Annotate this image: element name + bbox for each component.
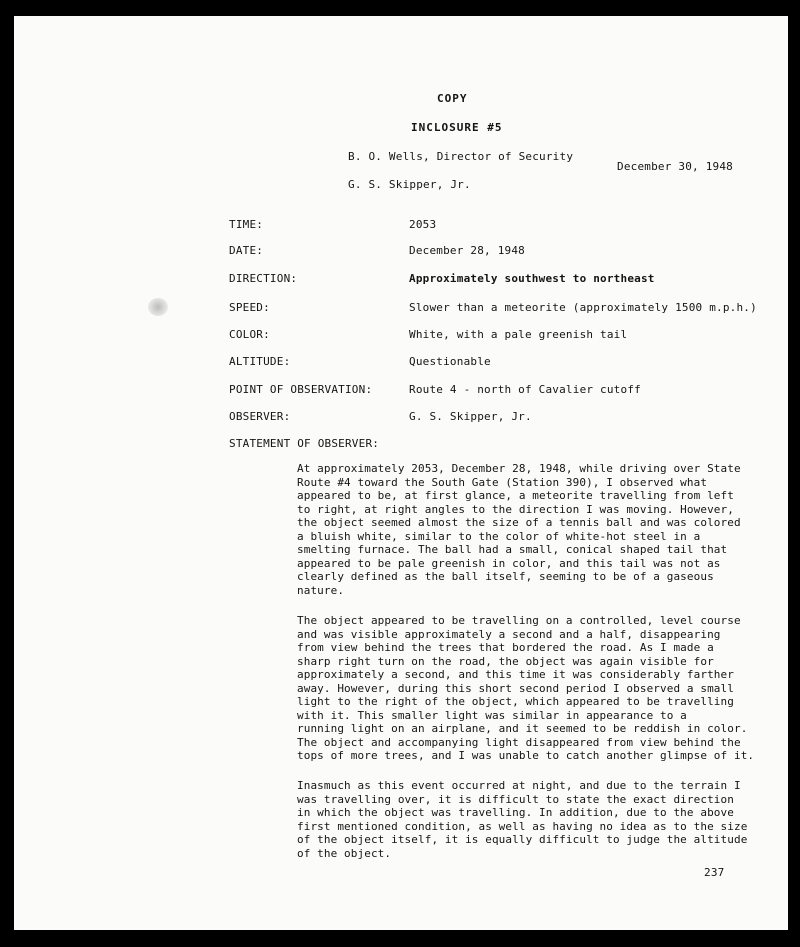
field-label-date: DATE: (229, 244, 264, 257)
paragraph-line: away. However, during this short second period I observed a small (297, 681, 734, 695)
field-value-date: December 28, 1948 (409, 244, 525, 257)
paragraph-line: of the object itself, it is equally difficult to judge the altitude (297, 833, 748, 846)
scan-border-top (0, 0, 800, 16)
field-label-color: COLOR: (229, 328, 270, 341)
paragraph-line: At approximately 2053, December 28, 1948, while driving over State (297, 462, 741, 475)
field-value-observer: G. S. Skipper, Jr. (409, 410, 532, 423)
memo-date: December 30, 1948 (617, 160, 733, 173)
field-label-time: TIME: (229, 218, 264, 231)
paragraph-line: Inasmuch as this event occurred at night, and due to the terrain I (297, 779, 741, 792)
paragraph-line: was travelling over, it is difficult to state the exact direction (297, 792, 734, 806)
statement-paragraph-1 (297, 462, 741, 597)
field-label-point-of-observation: POINT OF OBSERVATION: (229, 383, 373, 396)
field-label-altitude: ALTITUDE: (229, 355, 291, 368)
field-value-color: White, with a pale greenish tail (409, 328, 628, 341)
page-number: 237 (704, 866, 725, 879)
paragraph-line: The object and accompanying light disappeared from view behind the (297, 735, 741, 749)
field-value-point-of-observation: Route 4 - north of Cavalier cutoff (409, 383, 641, 396)
field-value-speed: Slower than a meteorite (approximately 1500 m.p.h.) (409, 301, 757, 314)
scan-border-right (788, 0, 800, 947)
scan-smudge (148, 298, 168, 316)
paragraph-line: a bluish white, similar to the color of white-hot steel in a (297, 529, 701, 543)
paragraph-line: from view behind the trees that bordered the road. As I made a (297, 641, 714, 654)
paragraph-line: sharp right turn on the road, the object was again visible for (297, 654, 714, 668)
paragraph-line: first mentioned condition, as well as having no idea as to the size (297, 819, 748, 833)
paragraph-line: appeared to be pale greenish in color, and this tail was not as (297, 556, 721, 570)
inclosure-label: INCLOSURE #5 (411, 121, 503, 134)
paragraph-line: running light on an airplane, and it seemed to be reddish in color. (297, 722, 748, 735)
paragraph-line: The object appeared to be travelling on a controlled, level course (297, 614, 741, 627)
field-label-observer: OBSERVER: (229, 410, 291, 423)
field-label-speed: SPEED: (229, 301, 270, 314)
statement-label: STATEMENT OF OBSERVER: (229, 437, 380, 450)
paragraph-line: of the object. (297, 846, 392, 860)
paragraph-line: and was visible approximately a second and a half, disappearing (297, 627, 721, 641)
field-value-altitude: Questionable (409, 355, 491, 368)
copy-label: COPY (437, 92, 468, 105)
paragraph-line: to right, at right angles to the direction I was moving. However, (297, 502, 734, 516)
paragraph-line: the object seemed almost the size of a tennis ball and was colored (297, 516, 741, 529)
scan-border-left (0, 0, 14, 947)
paragraph-line: with it. This smaller light was similar in appearance to a (297, 708, 687, 722)
paragraph-line: clearly defined as the ball itself, seeming to be of a gaseous (297, 570, 714, 583)
paragraph-line: approximately a second, and this time it was considerably farther (297, 668, 734, 681)
field-value-direction: Approximately southwest to northeast (409, 272, 655, 285)
to-line: B. O. Wells, Director of Security (348, 150, 574, 163)
paragraph-line: in which the object was travelling. In addition, due to the above (297, 806, 734, 819)
paragraph-line: smelting furnace. The ball had a small, conical shaped tail that (297, 543, 728, 556)
paragraph-line: nature. (297, 583, 345, 597)
paragraph-line: appeared to be, at first glance, a meteorite travelling from left (297, 489, 734, 502)
scan-border-bottom (0, 930, 800, 947)
field-value-time: 2053 (409, 218, 437, 231)
statement-paragraph-3 (297, 779, 747, 860)
paragraph-line: Route #4 toward the South Gate (Station 390), I observed what (297, 475, 708, 489)
paragraph-line: light to the right of the object, which appeared to be travelling (297, 695, 734, 708)
field-label-direction: DIRECTION: (229, 272, 298, 285)
paragraph-line: tops of more trees, and I was unable to catch another glimpse of it. (297, 749, 755, 762)
from-line: G. S. Skipper, Jr. (348, 178, 471, 191)
statement-paragraph-2 (297, 614, 754, 763)
